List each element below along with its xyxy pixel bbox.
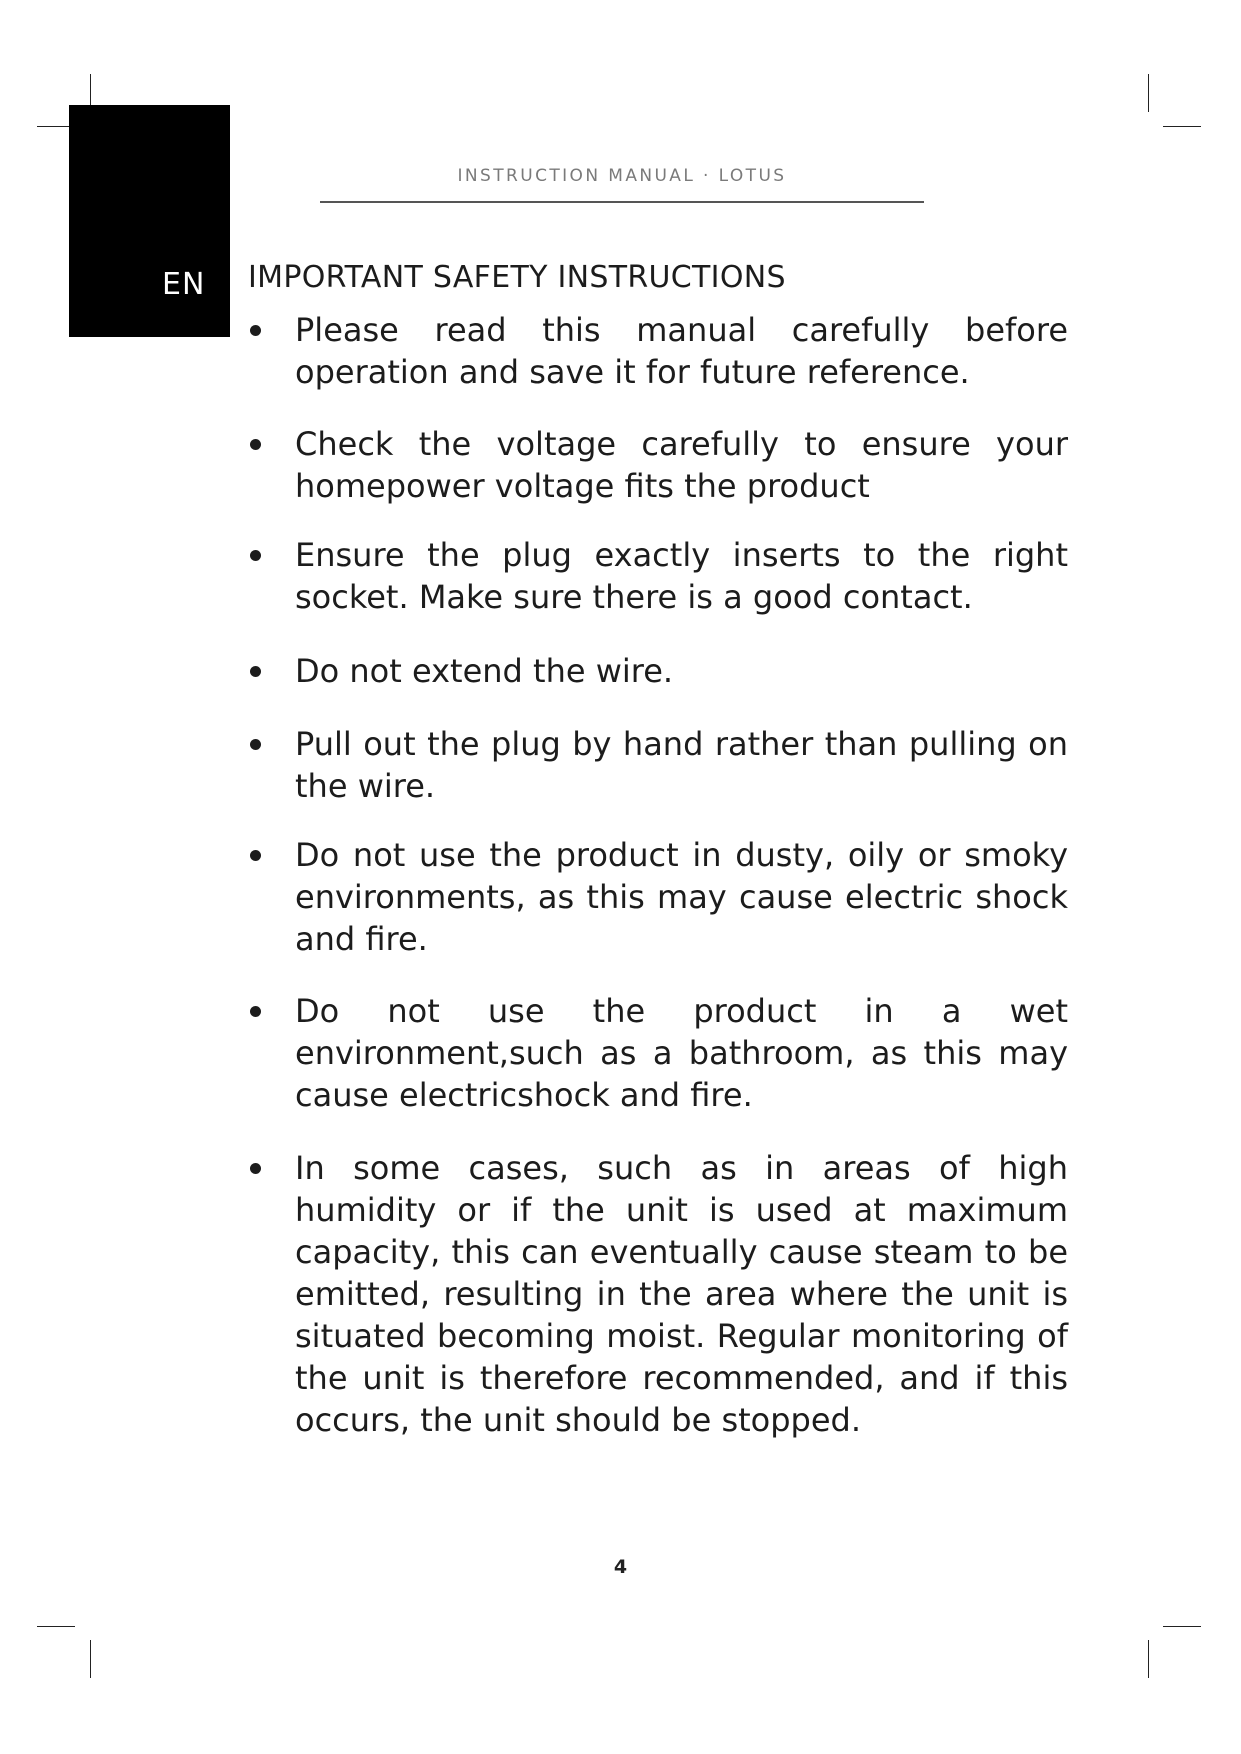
list-item (248, 534, 1068, 618)
bullet-icon (250, 325, 261, 336)
list-item-text: Ensure the plug exactly inserts to the right socket. Make sure there is a good contact. (295, 536, 1068, 616)
bullet-icon (250, 1163, 261, 1174)
crop-mark-top-right-vertical (1148, 74, 1149, 112)
list-item (248, 723, 1068, 807)
bullet-icon (250, 1006, 261, 1017)
list-item (248, 834, 1068, 960)
list-item-text: Pull out the plug by hand rather than pulling on the wire. (295, 725, 1068, 805)
language-tab (69, 105, 230, 337)
bullet-icon (250, 739, 261, 750)
bullet-icon (250, 850, 261, 861)
list-item-text: Please read this manual carefully before operation and save it for future reference. (295, 311, 1068, 391)
section-title: IMPORTANT SAFETY INSTRUCTIONS (248, 260, 786, 295)
crop-mark-top-right-horizontal (1163, 126, 1201, 127)
bullet-icon (250, 439, 261, 450)
list-item-text: In some cases, such as in areas of high humidity or if the unit is used at maximum capacity, this can eventually cause steam to be emitted, resulting in the area where the unit is situated becoming moist. Regular monitoring of the unit is therefore recommended, and if this occurs, the unit should be stopped. (295, 1149, 1068, 1439)
list-item-text: Check the voltage carefully to ensure your homepower voltage fits the product (295, 425, 1068, 505)
language-tab-label: EN (162, 267, 206, 302)
page-number: 4 (613, 1556, 628, 1578)
list-item-text: Do not use the product in a wet environment,such as a bathroom, as this may cause electricshock and fire. (295, 992, 1068, 1114)
crop-mark-bottom-left-horizontal (37, 1626, 75, 1627)
running-head-rule (320, 201, 924, 203)
list-item-text: Do not use the product in dusty, oily or smoky environments, as this may cause electric shock and fire. (295, 836, 1068, 958)
list-item (248, 309, 1068, 393)
list-item (248, 1147, 1068, 1441)
list-item (248, 650, 1068, 692)
crop-mark-bottom-left-vertical (90, 1640, 91, 1678)
crop-mark-bottom-right-vertical (1148, 1640, 1149, 1678)
running-head: INSTRUCTION MANUAL · LOTUS (457, 166, 787, 186)
bullet-icon (250, 550, 261, 561)
bullet-icon (250, 666, 261, 677)
list-item-text: Do not extend the wire. (295, 652, 674, 690)
crop-mark-bottom-right-horizontal (1163, 1626, 1201, 1627)
list-item (248, 423, 1068, 507)
list-item (248, 990, 1068, 1116)
